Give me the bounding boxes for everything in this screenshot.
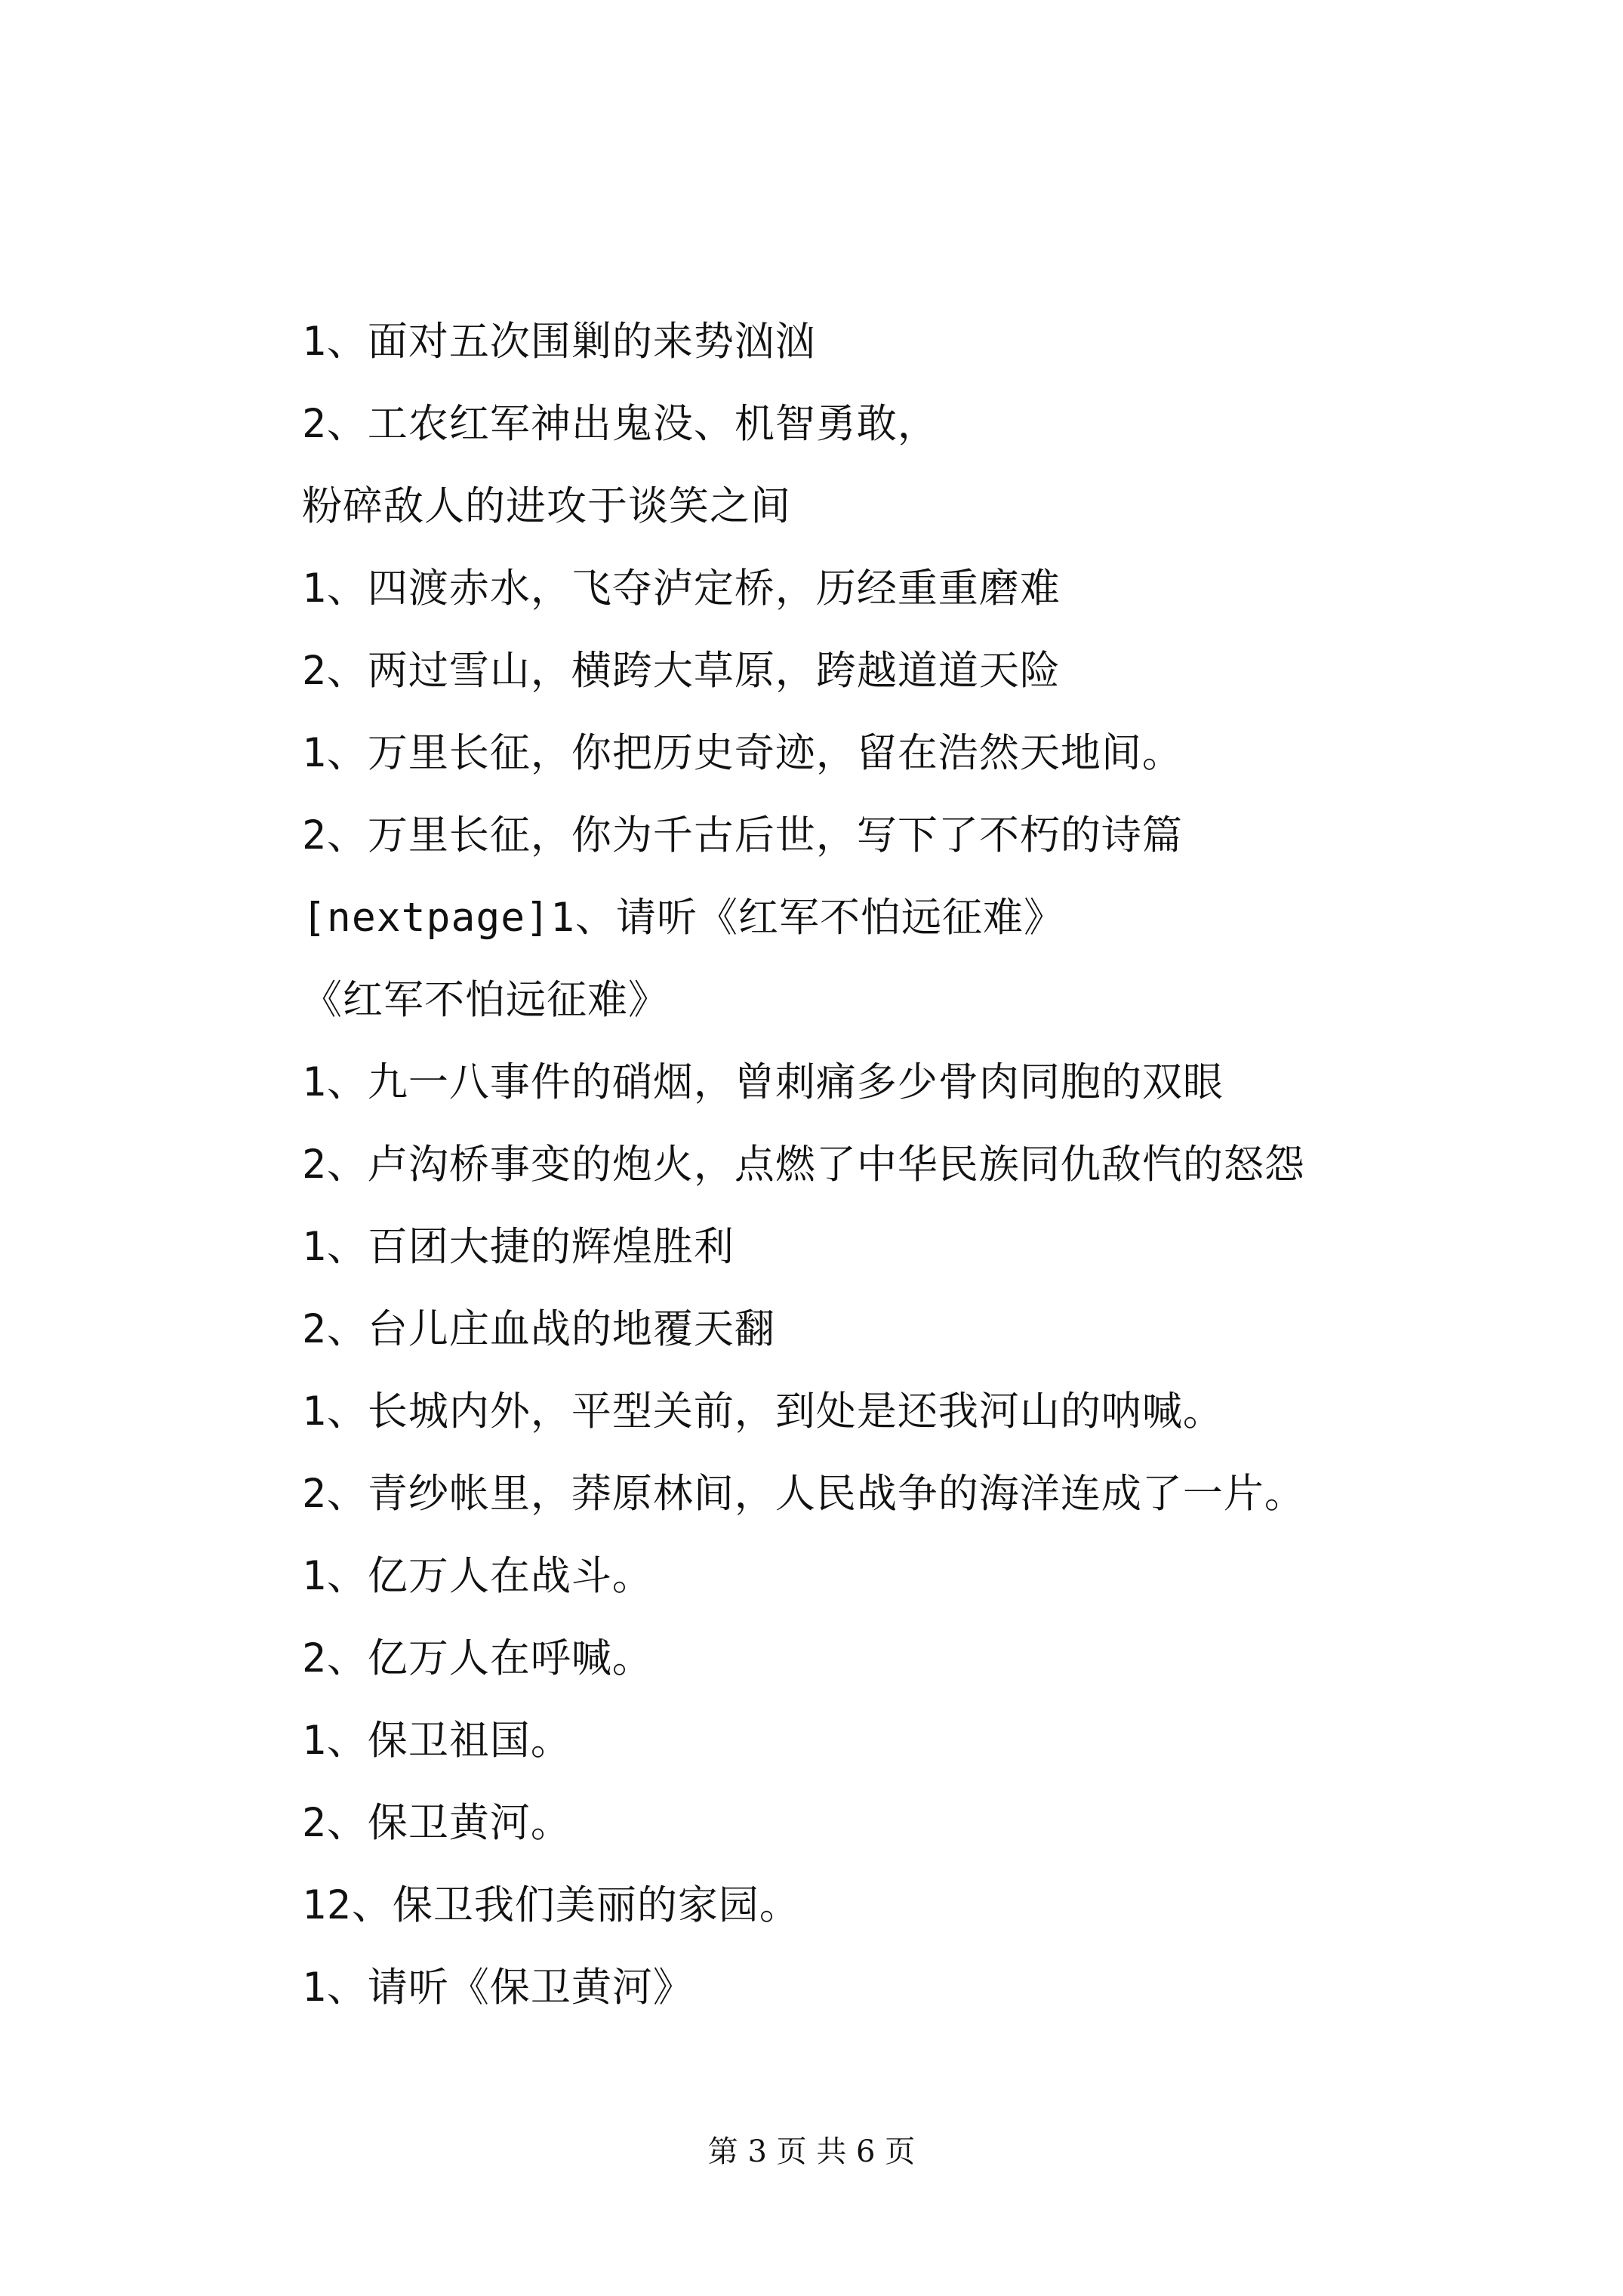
text-line: 1、万里长征，你把历史奇迹，留在浩然天地间。 xyxy=(302,730,1183,776)
text-line: 2、亿万人在呼喊。 xyxy=(302,1635,653,1681)
text-line: 1、九一八事件的硝烟，曾刺痛多少骨肉同胞的双眼 xyxy=(302,1059,1224,1105)
page-footer: 第 3 页 共 6 页 xyxy=(707,2134,916,2169)
text-line: 《红军不怕远征难》 xyxy=(302,977,669,1023)
text-line: 2、保卫黄河。 xyxy=(302,1800,571,1846)
text-line: 1、四渡赤水，飞夺泸定桥，历经重重磨难 xyxy=(302,566,1061,612)
document-body xyxy=(302,300,1480,2029)
text-line: 2、两过雪山，横跨大草原，跨越道道天险 xyxy=(302,648,1061,694)
text-line: 1、亿万人在战斗。 xyxy=(302,1553,653,1599)
text-line: 12、保卫我们美丽的家园。 xyxy=(302,1882,800,1928)
text-line: 2、万里长征，你为千古后世，写下了不朽的诗篇 xyxy=(302,812,1183,858)
text-line: 1、面对五次围剿的来势汹汹 xyxy=(302,319,816,365)
text-line: 2、台儿庄血战的地覆天翻 xyxy=(302,1306,775,1352)
text-line: 1、保卫祖国。 xyxy=(302,1718,571,1764)
text-line: 2、卢沟桥事变的炮火，点燃了中华民族同仇敌忾的怒怨 xyxy=(302,1142,1305,1188)
text-line: 粉碎敌人的进攻于谈笑之间 xyxy=(302,483,791,529)
text-line: [nextpage]1、请听《红军不怕远征难》 xyxy=(302,895,1064,941)
text-line: 2、青纱帐里，莽原林间，人民战争的海洋连成了一片。 xyxy=(302,1471,1305,1517)
text-line: 1、请听《保卫黄河》 xyxy=(302,1965,694,2011)
text-line: 1、长城内外，平型关前，到处是还我河山的呐喊。 xyxy=(302,1388,1224,1435)
text-line: 2、工农红军神出鬼没、机智勇敢， xyxy=(302,401,938,447)
text-line: 1、百团大捷的辉煌胜利 xyxy=(302,1224,735,1270)
